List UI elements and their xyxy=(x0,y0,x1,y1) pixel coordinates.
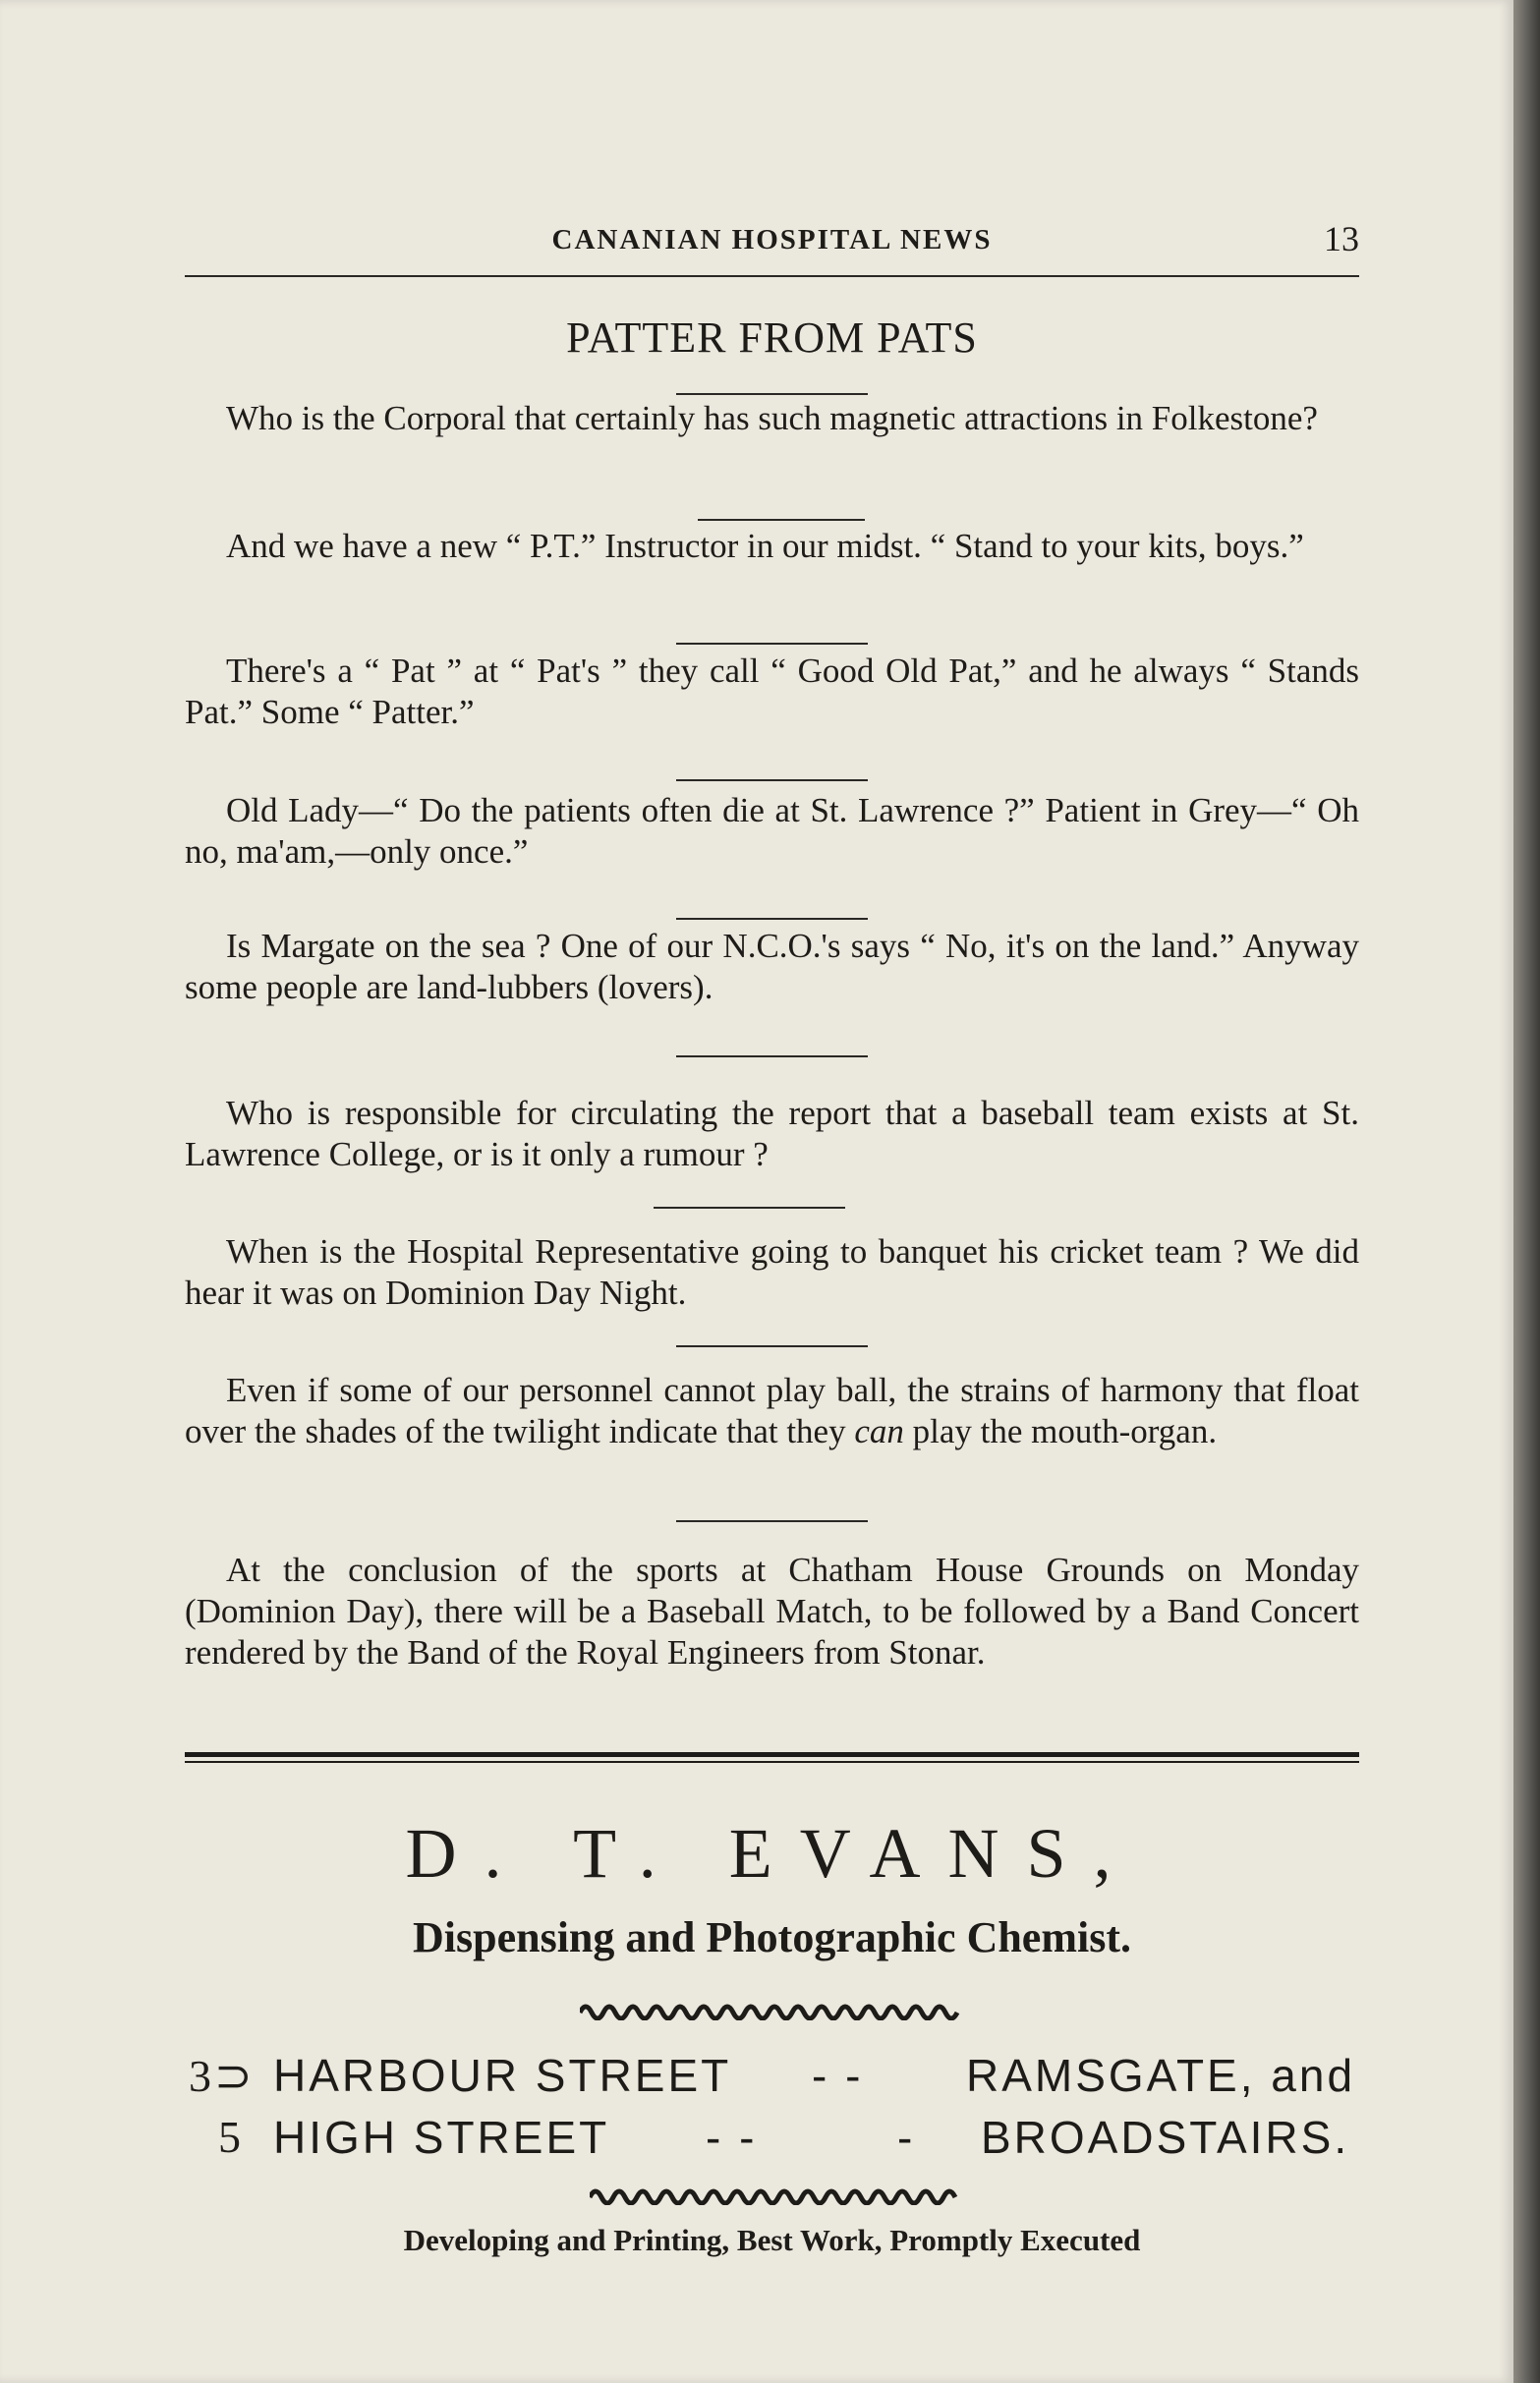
publication-title: CANANIAN HOSPITAL NEWS xyxy=(551,224,993,255)
page-number: 13 xyxy=(1324,219,1359,258)
ornamental-rule xyxy=(590,2182,963,2205)
paragraph: At the conclusion of the sports at Chatham House Grounds on Monday (Dominion Day), there will be a Baseball Match, to be followed by a Band Concert rendered by the Band of the Royal Engineers from Stonar. xyxy=(185,1551,1359,1672)
paragraph-text: Even if some of our personnel cannot play ball, the strains of harmony that float over the shades of the twilight indicate that they xyxy=(185,1371,1359,1450)
advert-footer: Developing and Printing, Best Work, Promptly Executed xyxy=(403,2223,1141,2257)
separator-rule xyxy=(654,1207,845,1209)
separator-rule xyxy=(676,918,868,920)
book-spine xyxy=(1513,0,1540,2383)
paragraph: Who is the Corporal that certainly has such magnetic attractions in Folkestone? xyxy=(226,399,1318,437)
address-dashes: - - xyxy=(812,2050,864,2101)
advertiser-name: D. T. EVANS, xyxy=(405,1814,1139,1893)
street-number: 3⊃ xyxy=(189,2051,256,2101)
running-header xyxy=(185,220,1359,277)
town-name: BROADSTAIRS. xyxy=(981,2112,1350,2163)
separator-rule xyxy=(676,1055,868,1057)
title-rule xyxy=(676,393,868,395)
town-name: RAMSGATE, and xyxy=(966,2050,1356,2101)
double-rule xyxy=(185,1752,1359,1763)
ornamental-rule xyxy=(580,1997,963,2020)
separator-rule xyxy=(676,1345,868,1347)
street-number: 5 xyxy=(218,2112,244,2162)
paragraph: Who is responsible for circulating the report that a baseball team exists at St. Lawrence College, or is it only a rumour ? xyxy=(185,1094,1359,1173)
address-dashes: - - xyxy=(706,2112,758,2163)
paragraph: And we have a new “ P.T.” Instructor in our midst. “ Stand to your kits, boys.” xyxy=(226,527,1304,565)
separator-rule xyxy=(676,779,868,781)
paragraph: There's a “ Pat ” at “ Pat's ” they call “ Good Old Pat,” and he always “ Stands Pat.” Some “ Patter.” xyxy=(185,652,1359,731)
street-name: HARBOUR STREET xyxy=(273,2050,732,2101)
address-dash: - xyxy=(897,2112,916,2163)
paragraph: Old Lady—“ Do the patients often die at St. Lawrence ?” Patient in Grey—“ Oh no, ma'am,—only once.” xyxy=(185,791,1359,871)
italic-word: can xyxy=(854,1412,904,1450)
paragraph: When is the Hospital Representative going to banquet his cricket team ? We did hear it was on Dominion Day Night. xyxy=(185,1232,1359,1312)
separator-rule xyxy=(698,519,865,521)
advertiser-trade: Dispensing and Photographic Chemist. xyxy=(412,1913,1131,1961)
separator-rule xyxy=(676,643,868,645)
paragraph xyxy=(185,1370,1359,1452)
paragraph: Is Margate on the sea ? One of our N.C.O.'s says “ No, it's on the land.” Anyway some people are land-lubbers (lovers). xyxy=(185,927,1359,1006)
section-title: PATTER FROM PATS xyxy=(566,313,978,362)
street-name: HIGH STREET xyxy=(273,2112,610,2163)
separator-rule xyxy=(676,1520,868,1522)
paragraph-text: play the mouth-organ. xyxy=(912,1412,1218,1450)
